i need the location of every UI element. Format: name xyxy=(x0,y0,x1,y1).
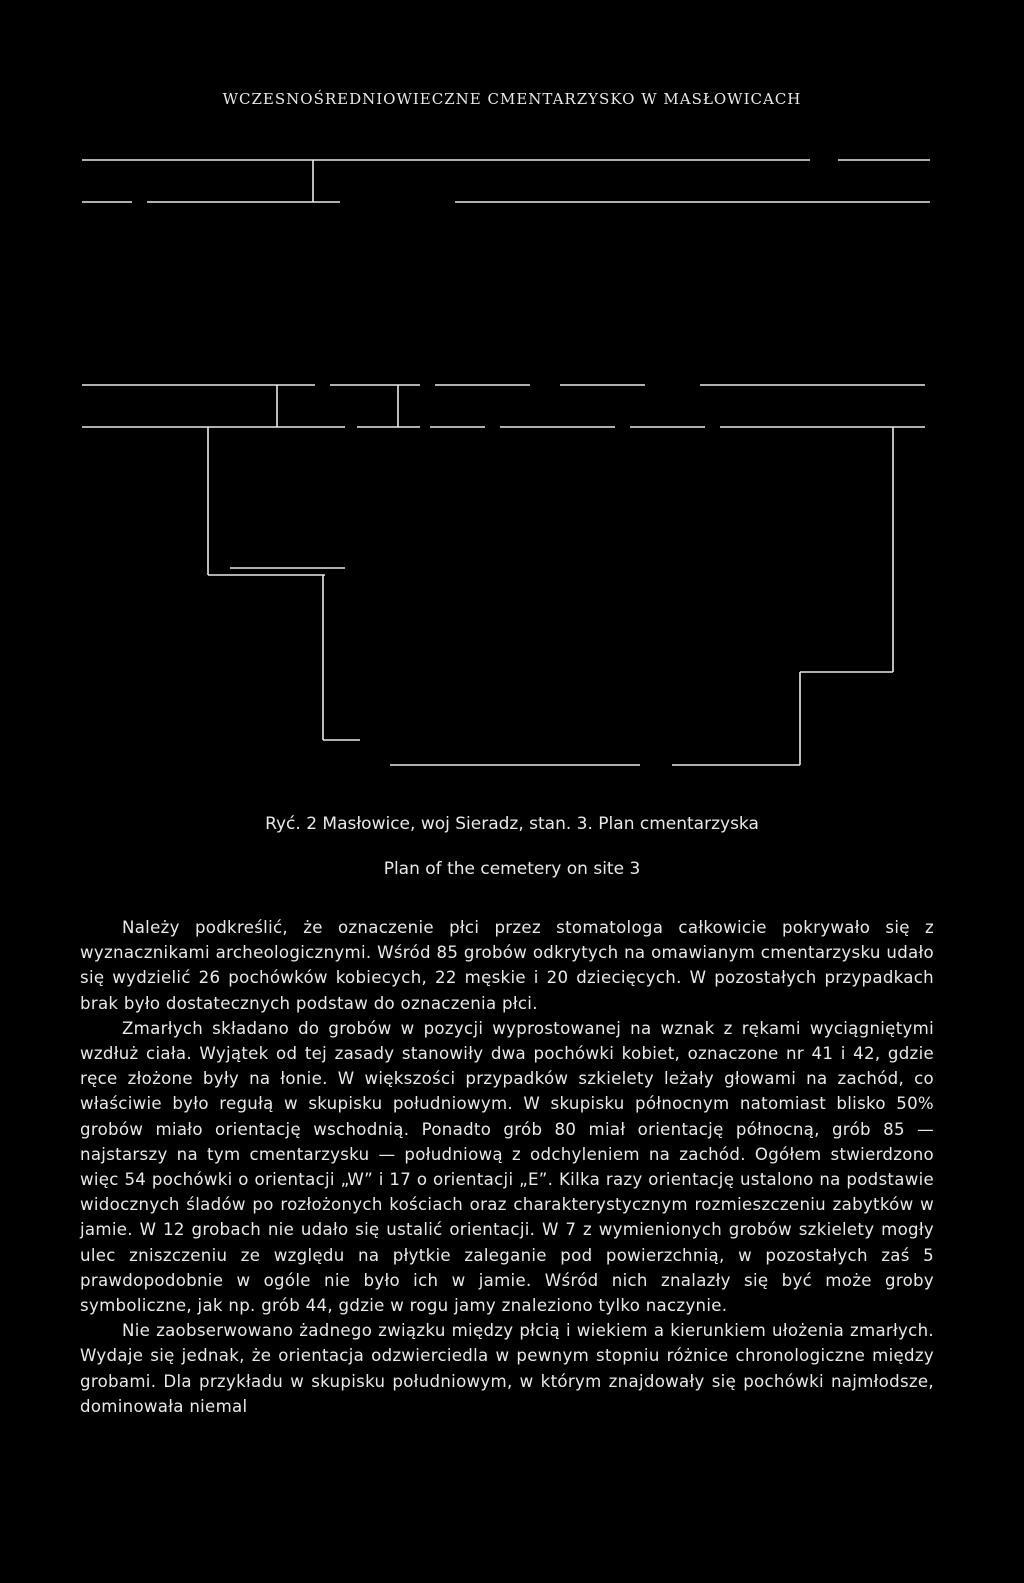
body-text xyxy=(80,915,934,1419)
figure-caption-pl: Ryć. 2 Masłowice, woj Sieradz, stan. 3. Plan cmentarzyska xyxy=(265,814,759,834)
paragraph: Zmarłych składano do grobów w pozycji wyprostowanej na wznak z rękami wyciągniętymi wzdłuż ciała. Wyjątek od tej zasady stanowiły dwa pochówki kobiet, oznaczone nr 41 i 42, gdzie ręce złożone były na łonie. W większości przypadków szkielety leżały głowami na zachód, co właściwie było regułą w skupisku południowym. W skupisku północnym natomiast blisko 50% grobów miało orientację wschodnią. Ponadto grób 80 miał orientację północną, grób 85 — najstarszy na tym cmentarzysku — południową z odchyleniem na zachód. Ogółem stwierdzono więc 54 pochówki o orientacji „W” i 17 o orientacji „E”. Kilka razy orientację ustalono na podstawie widocznych śladów po rozłożonych kościach oraz charakterystycznym rozmieszczeniu zabytków w jamie. W 12 grobach nie udało się ustalić orientacji. W 7 z wymienionych grobów szkielety mogły ulec zniszczeniu ze względu na płytkie zaleganie pod powierzchnią, w pozostałych zaś 5 prawdopodobnie w ogóle nie było ich w jamie. Wśród nich znalazły się być może groby symboliczne, jak np. grób 44, gdzie w rogu jamy znaleziono tylko naczynie. xyxy=(80,1018,934,1316)
paragraph: Należy podkreślić, że oznaczenie płci przez stomatologa całkowicie pokrywało się z wyznacznikami archeologicznymi. Wśród 85 grobów odkrytych na omawianym cmentarzysku udało się wydzielić 26 pochówków kobiecych, 22 męskie i 20 dziecięcych. W pozostałych przypadkach brak było dostatecznych podstaw do oznaczenia płci. xyxy=(80,918,934,1013)
paragraph: Nie zaobserwowano żadnego związku między płcią i wiekiem a kierunkiem ułożenia zmarłych. Wydaje się jednak, że orientacja odzwierciedla w pewnym stopniu różnice chronologiczne między grobami. Dla przykładu w skupisku południowym, w którym znajdowały się pochówki najmłodsze, dominowała niemal xyxy=(80,1321,934,1416)
running-header: WCZESNOŚREDNIOWIECZNE CMENTARZYSKO W MASŁOWICACH xyxy=(222,90,802,108)
figure-caption-en: Plan of the cemetery on site 3 xyxy=(383,859,641,879)
